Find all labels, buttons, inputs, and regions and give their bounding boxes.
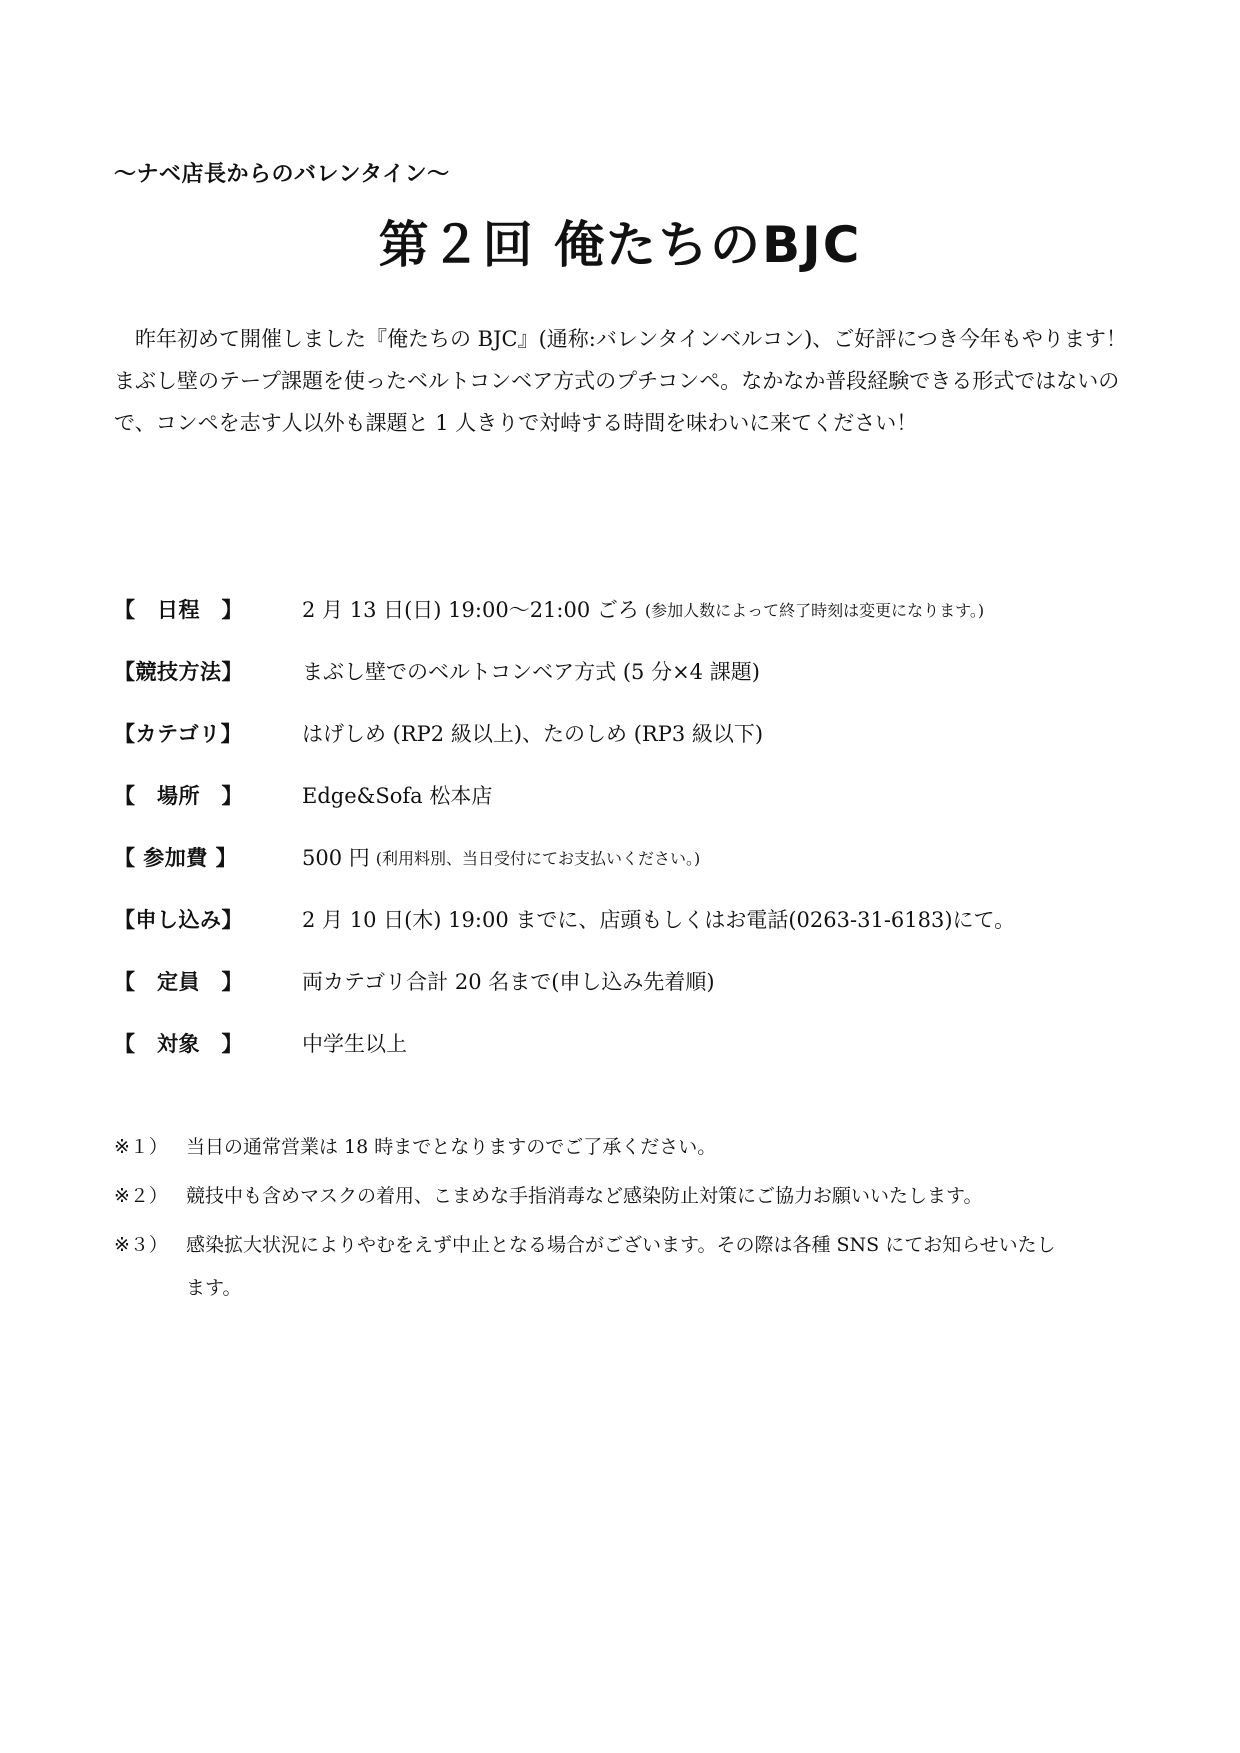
detail-row-capacity [114, 950, 1144, 1012]
detail-row-schedule [114, 578, 1144, 640]
detail-note: (参加人数によって終了時刻は変更になります。) [644, 600, 985, 620]
detail-row-format [114, 640, 1144, 702]
intro-text [114, 318, 1134, 444]
detail-label: 【 日程 】 [114, 598, 243, 622]
note-item [114, 1126, 1114, 1169]
intro-paragraph-2: まぶし壁のテープ課題を使ったベルトコンベア方式のプチコンペ。なかなか普段経験できる形式ではないので、コンペを志す人以外も課題と 1 人きりで対峙する時間を味わいに来てください！ [114, 369, 1120, 435]
note-mark: ※２） [114, 1185, 168, 1207]
detail-value: 2 月 13 日(日) 19:00～21:00 ごろ [302, 598, 639, 622]
detail-value: 500 円 [302, 846, 370, 870]
notes-list [114, 1126, 1114, 1316]
detail-label: 【 対象 】 [114, 1032, 243, 1056]
detail-label: 【 場所 】 [114, 784, 243, 808]
detail-value: 2 月 10 日(木) 19:00 までに、店頭もしくはお電話(0263-31-6183)にて。 [302, 908, 1016, 932]
subtitle: ～ナベ店長からのバレンタイン～ [114, 162, 450, 187]
note-mark: ※１） [114, 1136, 168, 1158]
note-text: 当日の通常営業は 18 時までとなりますのでご了承ください。 [186, 1136, 717, 1158]
detail-label: 【競技方法】 [114, 660, 243, 684]
detail-row-fee [114, 826, 1144, 888]
detail-label: 【 定員 】 [114, 970, 243, 994]
page-title: 第２回 俺たちのBJC [378, 216, 862, 274]
note-item [114, 1175, 1114, 1218]
detail-label: 【カテゴリ】 [114, 722, 243, 746]
detail-label: 【 参加費 】 [114, 846, 238, 870]
note-mark: ※３） [114, 1234, 168, 1256]
note-item [114, 1224, 1114, 1310]
note-text: 競技中も含めマスクの着用、こまめな手指消毒など感染防止対策にご協力お願いいたします。 [186, 1185, 983, 1207]
note-text: 感染拡大状況によりやむをえず中止となる場合がございます。その際は各種 SNS にてお知らせいたします。 [186, 1234, 1056, 1299]
detail-value: はげしめ (RP2 級以上)、たのしめ (RP3 級以下) [302, 722, 764, 746]
detail-note: (利用料別、当日受付にてお支払いください。) [375, 848, 701, 868]
event-details [114, 578, 1144, 1074]
detail-value: 両カテゴリ合計 20 名まで(申し込み先着順) [302, 970, 715, 994]
detail-value: まぶし壁でのベルトコンベア方式 (5 分×4 課題) [302, 660, 760, 684]
detail-value: 中学生以上 [302, 1032, 407, 1056]
detail-row-eligibility [114, 1012, 1144, 1074]
detail-row-venue [114, 764, 1144, 826]
detail-value: Edge&Sofa 松本店 [302, 784, 493, 808]
detail-row-application [114, 888, 1144, 950]
detail-label: 【申し込み】 [114, 908, 243, 932]
intro-paragraph-1: 昨年初めて開催しました『俺たちの BJC』(通称:バレンタインベルコン)、ご好評につき今年もやります！ [135, 327, 1127, 351]
detail-row-category [114, 702, 1144, 764]
